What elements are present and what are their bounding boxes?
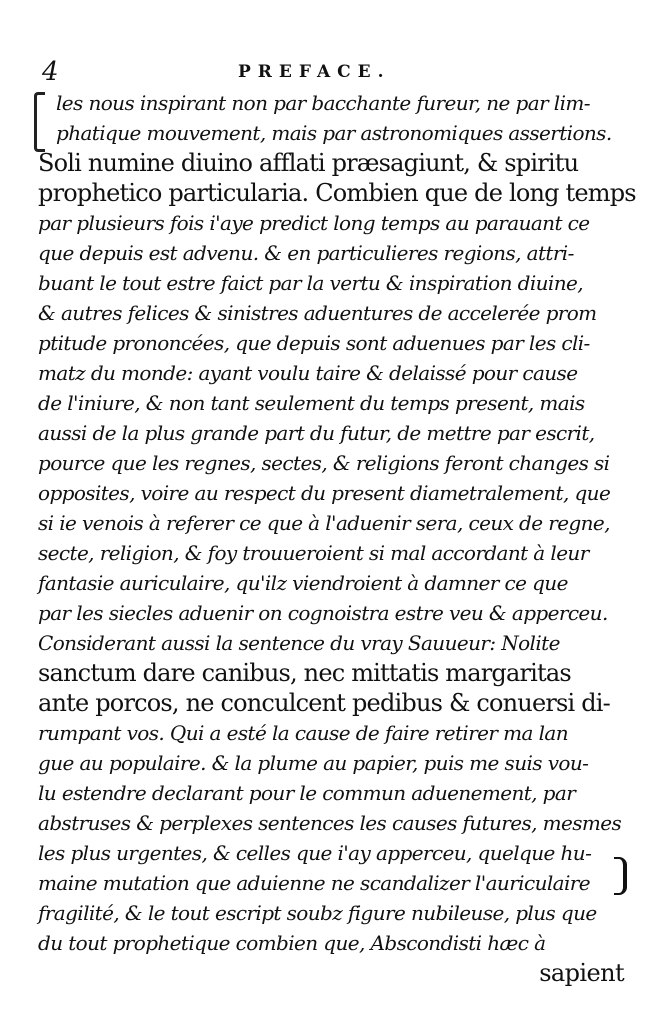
text-line: ante porcos, ne conculcent pedibus & conuersi di- xyxy=(38,689,610,717)
text-line: fantasie auriculaire, qu'ilz viendroient à damner ce que xyxy=(38,571,568,595)
catchword: sapient xyxy=(539,959,624,987)
text-line: sanctum dare canibus, nec mittatis margaritas xyxy=(38,659,571,687)
text-line: phatique mouvement, mais par astronomiques assertions. xyxy=(56,121,612,145)
text-line: rumpant vos. Qui a esté la cause de faire retirer ma lan xyxy=(38,721,568,745)
text-line: si ie venois à referer ce que à l'aduenir sera, ceux de regne, xyxy=(38,511,610,535)
text-line: ptitude prononcées, que depuis sont aduenues par les cli- xyxy=(38,331,590,355)
text-line: du tout prophetique combien que, Abscondisti hæc à xyxy=(38,931,546,955)
text-line: lu estendre declarant pour le commun aduenement, par xyxy=(38,781,576,805)
text-line: Soli numine diuino afflati præsagiunt, & spiritu xyxy=(38,149,579,177)
page-header xyxy=(0,58,672,86)
text-line: maine mutation que aduienne ne scandalizer l'auriculaire xyxy=(38,871,590,895)
text-line: buant le tout estre faict par la vertu & inspiration diuine, xyxy=(38,271,583,295)
text-line: les nous inspirant non par bacchante fureur, ne par lim- xyxy=(56,91,590,115)
text-line: prophetico particularia. Combien que de long temps xyxy=(38,179,636,207)
text-line: pource que les regnes, sectes, & religions feront changes si xyxy=(38,451,610,475)
text-line: secte, religion, & foy trouueroient si mal accordant à leur xyxy=(38,541,589,565)
text-line: & autres felices & sinistres aduentures de accelerée prom xyxy=(38,301,597,325)
text-line: opposites, voire au respect du present diametralement, que xyxy=(38,481,611,505)
body-text xyxy=(38,88,636,988)
text-line: matz du monde: ayant voulu taire & delaissé pour cause xyxy=(38,361,578,385)
text-line: gue au populaire. & la plume au papier, puis me suis vou- xyxy=(38,751,589,775)
text-line: fragilité, & le tout escript soubz figure nubileuse, plus que xyxy=(38,901,597,925)
text-line: par les siecles aduenir on cognoistra estre veu & apperceu. xyxy=(38,601,608,625)
running-head: PREFACE. xyxy=(238,62,391,82)
text-line: les plus urgentes, & celles que i'ay apperceu, quelque hu- xyxy=(38,841,592,865)
text-line: par plusieurs fois i'aye predict long temps au parauant ce xyxy=(38,211,590,235)
text-line: aussi de la plus grande part du futur, de mettre par escrit, xyxy=(38,421,595,445)
page-number: 4 xyxy=(42,57,59,87)
text-line: que depuis est advenu. & en particulieres regions, attri- xyxy=(38,241,574,265)
text-line: abstruses & perplexes sentences les causes futures, mesmes xyxy=(38,811,622,835)
text-line: de l'iniure, & non tant seulement du temps present, mais xyxy=(38,391,585,415)
text-line: Considerant aussi la sentence du vray Sauueur: Nolite xyxy=(38,631,560,655)
